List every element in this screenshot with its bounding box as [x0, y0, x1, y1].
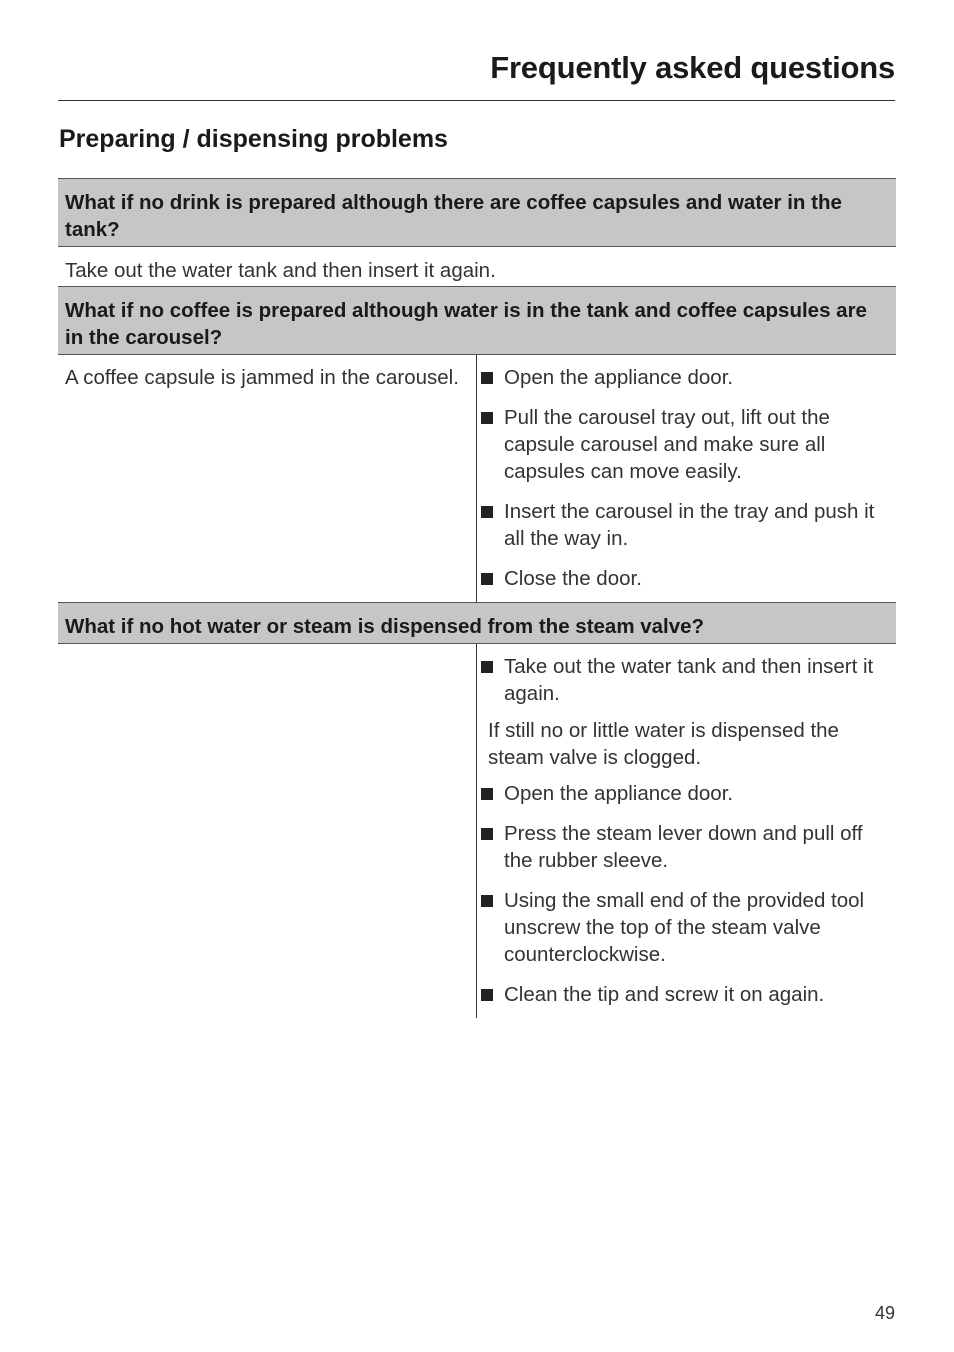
faq-question-3: What if no hot water or steam is dispensed from the steam valve? [58, 602, 896, 644]
remedy-step-text: Insert the carousel in the tray and push it all the way in. [504, 500, 875, 550]
remedy-step-text: Open the appliance door. [504, 366, 734, 389]
square-bullet-icon [481, 828, 493, 840]
section-title: Preparing / dispensing problems [59, 125, 448, 153]
remedy-step-text: Press the steam lever down and pull off the rubber sleeve. [504, 822, 863, 872]
faq-answer-1: Take out the water tank and then insert it again. [65, 259, 496, 282]
faq-answer-2 [58, 355, 896, 602]
faq-question-2: What if no coffee is prepared although water is in the tank and coffee capsules are in the carousel? [58, 286, 896, 355]
faq-cause-3 [58, 644, 477, 1018]
page-title: Frequently asked questions [490, 50, 895, 85]
square-bullet-icon [481, 573, 493, 585]
remedy-step [481, 404, 888, 485]
remedy-step [481, 780, 888, 807]
remedy-step [481, 820, 888, 874]
faq-remedy-3 [477, 644, 896, 1018]
remedy-note: If still no or little water is dispensed the steam valve is clogged. [488, 719, 839, 769]
remedy-step [481, 565, 888, 592]
square-bullet-icon [481, 661, 493, 673]
remedy-step [481, 887, 888, 968]
page-number: 49 [874, 1303, 895, 1323]
faq-question-1: What if no drink is prepared although there are coffee capsules and water in the tank? [58, 178, 896, 247]
remedy-step-text: Clean the tip and screw it on again. [504, 983, 825, 1006]
remedy-step-text: Take out the water tank and then insert it again. [504, 655, 874, 705]
square-bullet-icon [481, 895, 493, 907]
remedy-step [481, 981, 888, 1008]
square-bullet-icon [481, 372, 493, 384]
remedy-step-text: Pull the carousel tray out, lift out the capsule carousel and make sure all capsules can move easily. [504, 406, 830, 483]
remedy-step [481, 653, 888, 707]
square-bullet-icon [481, 788, 493, 800]
remedy-step [481, 498, 888, 552]
remedy-step-text: Open the appliance door. [504, 782, 734, 805]
remedy-step-text: Using the small end of the provided tool unscrew the top of the steam valve counterclockwise. [504, 889, 865, 966]
faq-table [58, 178, 896, 1018]
title-divider [58, 100, 895, 101]
remedy-step [481, 364, 888, 391]
faq-remedy-2 [477, 355, 896, 602]
faq-cause-2: A coffee capsule is jammed in the carousel. [58, 355, 477, 602]
square-bullet-icon [481, 989, 493, 1001]
square-bullet-icon [481, 412, 493, 424]
square-bullet-icon [481, 506, 493, 518]
remedy-step-text: Close the door. [504, 567, 642, 590]
faq-answer-3 [58, 644, 896, 1018]
